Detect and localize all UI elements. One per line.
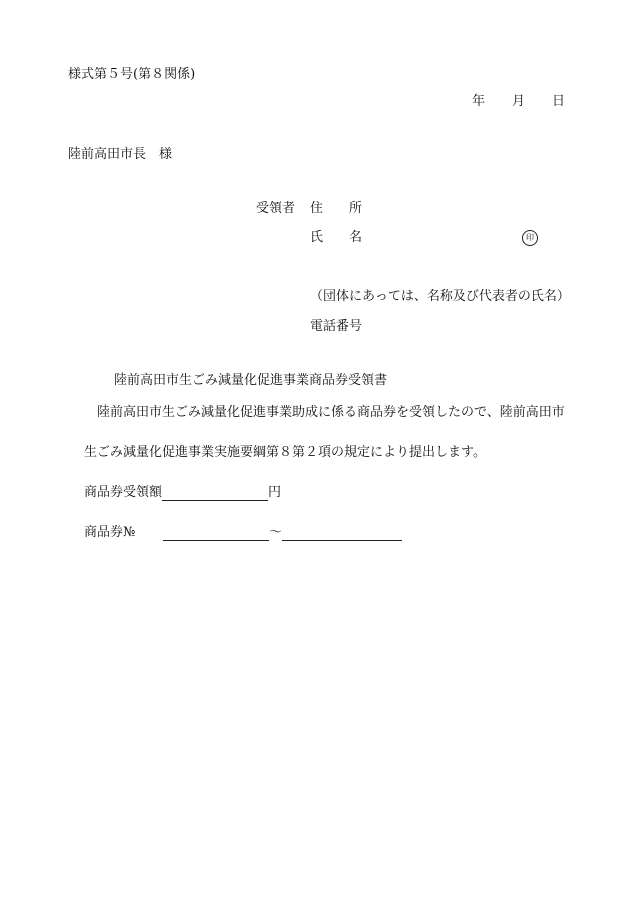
address-label-char-2: 所 <box>349 201 363 216</box>
phone-label: 電話番号 <box>310 319 363 334</box>
name-label-char-2: 名 <box>349 230 363 245</box>
amount-unit: 円 <box>268 485 282 500</box>
recipient-label: 受領者 <box>256 201 296 216</box>
group-note: （団体にあっては、名称及び代表者の氏名） <box>310 289 570 304</box>
voucher-number-label: 商品券№ <box>84 525 136 540</box>
document-title: 陸前高田市生ごみ減量化促進事業商品券受領書 <box>114 373 388 388</box>
form-number: 様式第５号(第８関係) <box>68 67 196 82</box>
body-line-1: 陸前高田市生ごみ減量化促進事業助成に係る商品券を受領したので、陸前高田市 <box>97 405 565 420</box>
address-label-char-1: 住 <box>310 201 324 216</box>
date-month-label: 月 <box>512 94 526 109</box>
addressee: 陸前高田市長 様 <box>68 147 173 162</box>
voucher-number-range <box>163 525 402 541</box>
voucher-number-to-blank[interactable] <box>282 526 402 541</box>
amount-row <box>84 485 281 501</box>
seal-mark: 印 <box>522 230 538 246</box>
amount-blank[interactable] <box>162 486 268 501</box>
amount-label: 商品券受領額 <box>84 485 163 500</box>
name-label-char-1: 氏 <box>310 230 324 245</box>
date-day-label: 日 <box>552 94 566 109</box>
date-year-label: 年 <box>472 94 486 109</box>
range-separator: ～ <box>269 525 283 540</box>
voucher-number-from-blank[interactable] <box>163 526 269 541</box>
body-line-2: 生ごみ減量化促進事業実施要綱第８第２項の規定により提出します。 <box>84 445 486 460</box>
